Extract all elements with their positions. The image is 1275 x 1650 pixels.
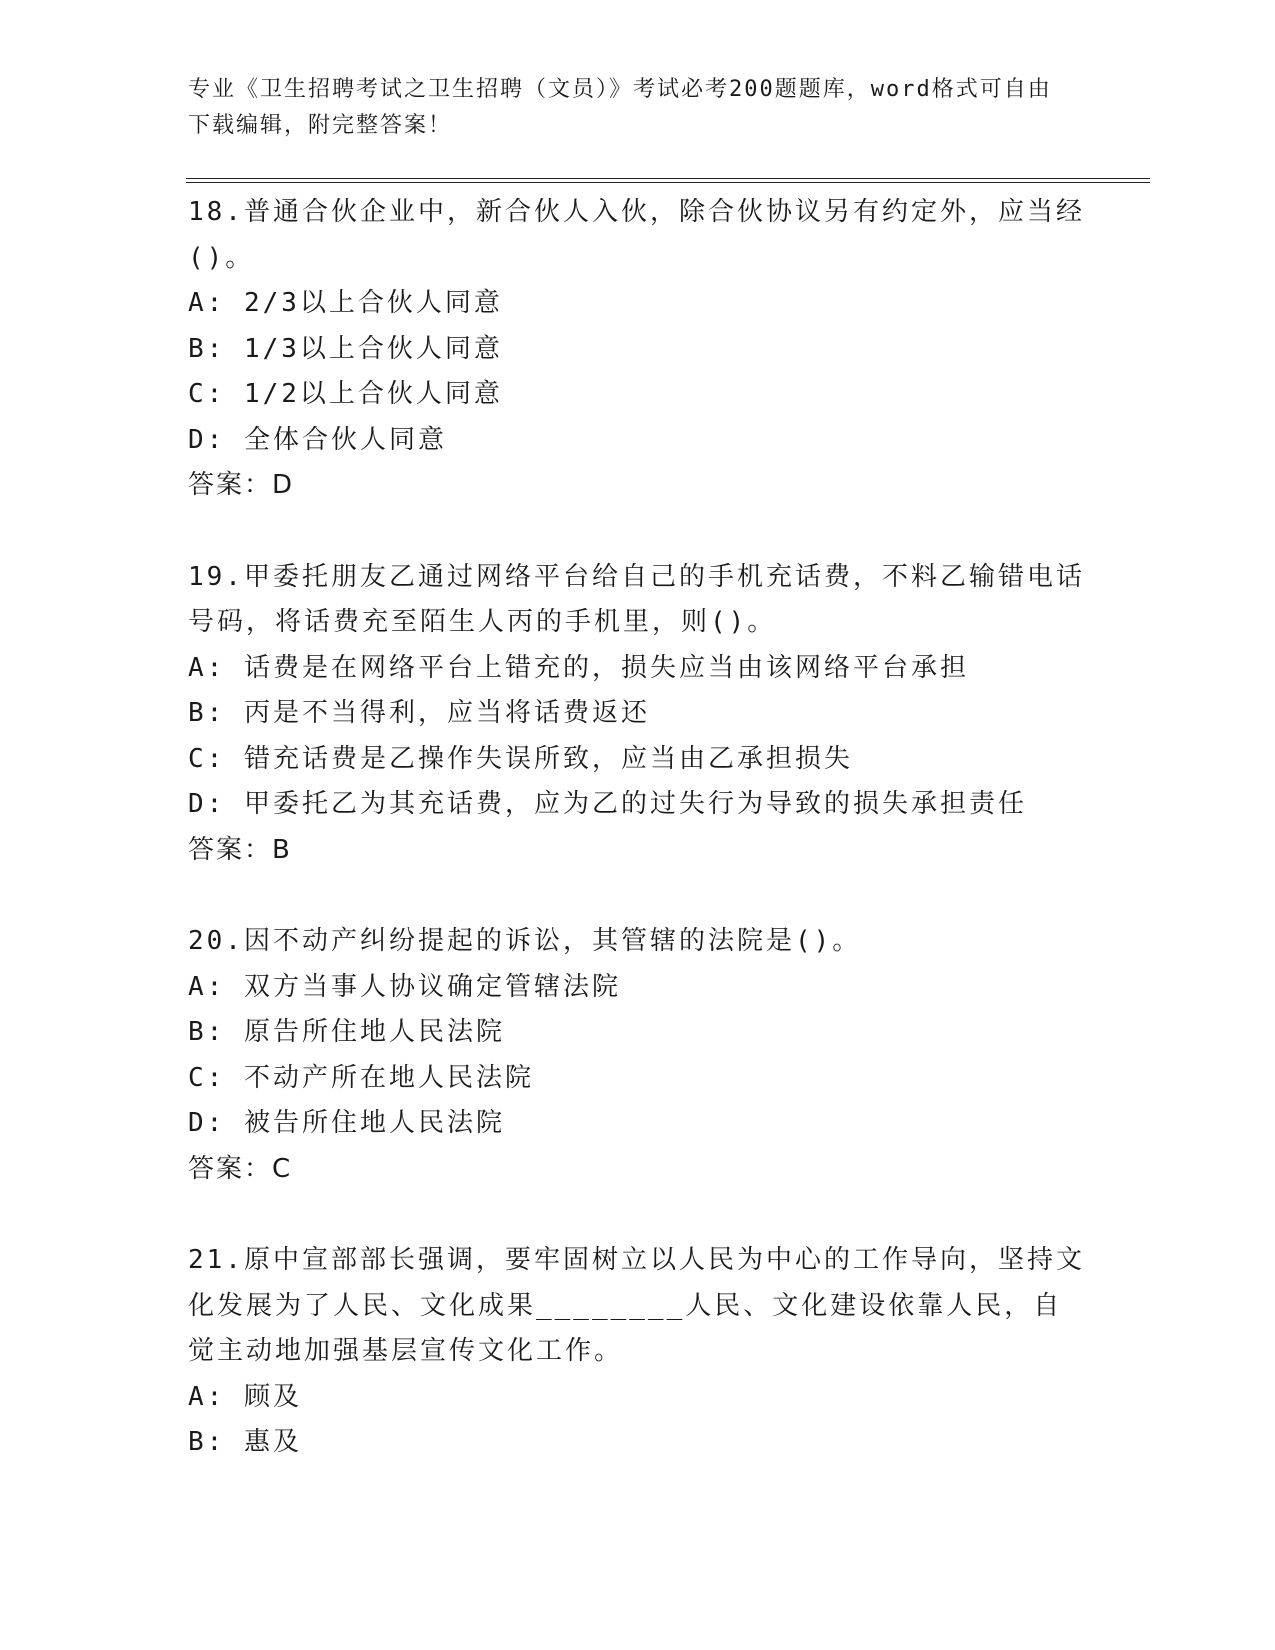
option-b: B: 原告所住地人民法院 <box>188 1017 505 1047</box>
option-b: B: 丙是不当得利，应当将话费返还 <box>188 698 650 728</box>
question-item <box>188 919 1088 1192</box>
answer-line: 答案：D <box>188 470 295 500</box>
option-d: D: 甲委托乙为其充话费，应为乙的过失行为导致的损失承担责任 <box>188 789 1027 819</box>
option-b: B: 1/3以上合伙人同意 <box>188 333 503 364</box>
document-header: 专业《卫生招聘考试之卫生招聘（文员）》考试必考200题题库，word格式可自由下载编辑，附完整答案！ <box>188 77 1052 138</box>
answer-line: 答案：C <box>188 1153 293 1184</box>
option-a: A: 顾及 <box>188 1381 302 1412</box>
option-c: C: 1/2以上合伙人同意 <box>188 379 503 409</box>
question-stem: 19.甲委托朋友乙通过网络平台给自己的手机充话费，不料乙输错电话号码，将话费充至陌生人丙的手机里，则()。 <box>188 561 1085 637</box>
question-stem: 20.因不动产纠纷提起的诉讼，其管辖的法院是()。 <box>188 926 862 956</box>
option-b: B: 惠及 <box>188 1427 302 1457</box>
question-item <box>188 1238 1088 1466</box>
answer-line: 答案：B <box>188 834 292 865</box>
question-item <box>188 190 1088 509</box>
option-d: D: 被告所住地人民法院 <box>188 1108 505 1138</box>
option-a: A: 双方当事人协议确定管辖法院 <box>188 971 621 1002</box>
option-d: D: 全体合伙人同意 <box>188 424 447 455</box>
option-c: C: 错充话费是乙操作失误所致，应当由乙承担损失 <box>188 743 853 774</box>
question-stem: 18.普通合伙企业中，新合伙人入伙，除合伙协议另有约定外，应当经()。 <box>188 197 1085 273</box>
option-c: C: 不动产所在地人民法院 <box>188 1062 534 1093</box>
question-list <box>188 190 1088 1512</box>
question-item <box>188 555 1088 874</box>
header-divider <box>186 178 1150 183</box>
option-a: A: 话费是在网络平台上错充的，损失应当由该网络平台承担 <box>188 652 969 683</box>
option-a: A: 2/3以上合伙人同意 <box>188 288 503 318</box>
question-stem: 21.原中宣部部长强调，要牢固树立以人民为中心的工作导向，坚持文化发展为了人民、文化成果________人民、文化建设依靠人民，自觉主动地加强基层宣传文化工作。 <box>188 1245 1085 1366</box>
